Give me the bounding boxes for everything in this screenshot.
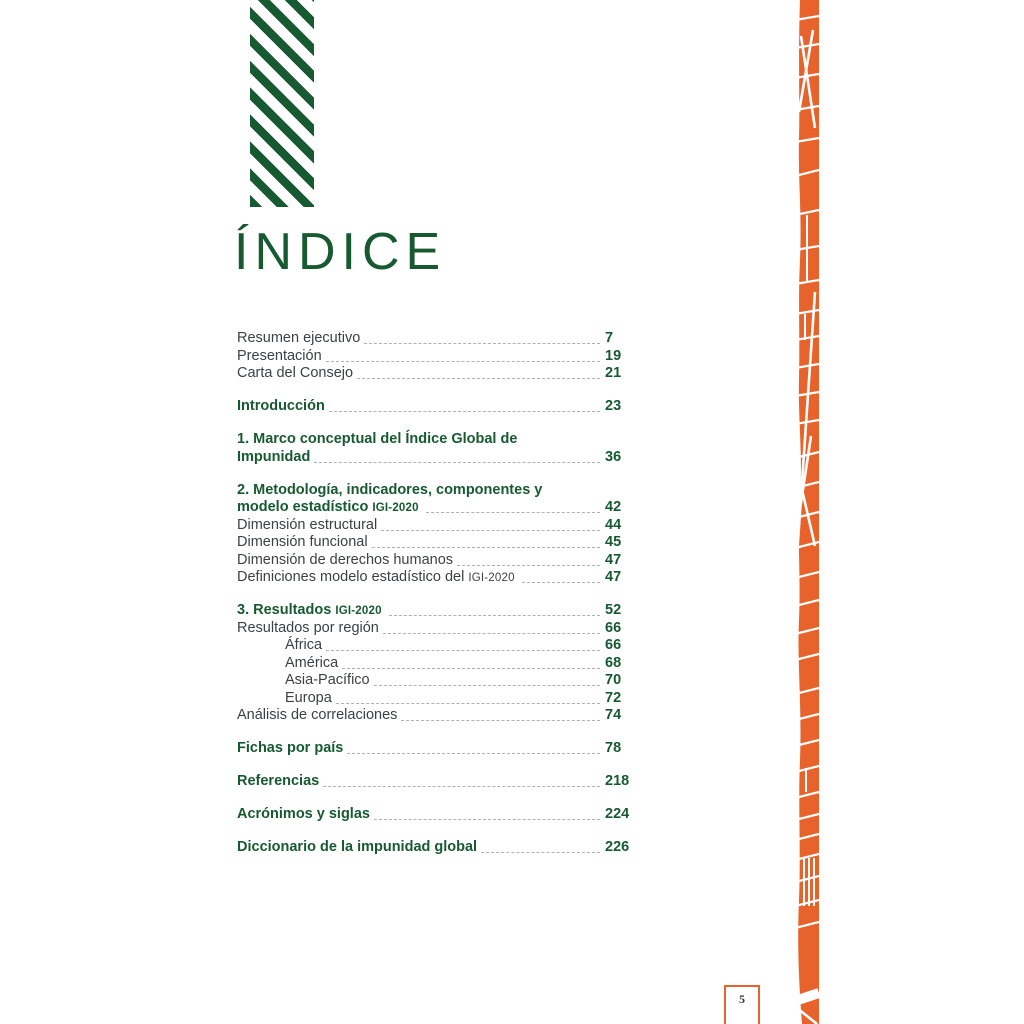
toc-page-number: 74 [605,707,622,723]
toc-leader [374,672,600,686]
toc-leader [481,839,600,853]
toc-entry[interactable] [237,482,635,517]
toc-page-number: 21 [605,365,622,381]
toc-entry[interactable] [237,655,635,673]
toc-entry[interactable] [237,672,635,690]
toc-leader [314,449,600,463]
folio-page-number: 5 [739,992,745,1006]
toc-leader [381,517,600,531]
toc-entry-label: Europa [285,689,332,706]
toc-entry-label: Análisis de correlaciones [237,707,398,723]
toc-entry-label: Definiciones modelo estadístico del IGI-2020 [237,569,519,585]
toc-entry-label: Dimensión estructural [237,516,378,533]
toc-entry-label: 1. Marco conceptual del Índice Global de [237,431,518,447]
toc-entry-label: Diccionario de la impunidad global [237,839,478,855]
toc-leader [329,398,600,412]
toc-page-number: 19 [605,347,622,364]
toc-entry[interactable] [237,569,635,587]
toc [237,330,635,857]
toc-leader [457,552,600,566]
toc-page-number: 66 [605,637,622,653]
toc-page-number: 52 [605,602,622,618]
toc-page-number: 47 [605,551,622,568]
toc-page-number: 7 [605,330,614,346]
toc-leader [389,602,600,616]
toc-entry[interactable] [237,431,635,466]
toc-entry[interactable] [237,534,635,552]
toc-entry[interactable] [237,707,635,725]
toc-page-number: 47 [605,569,622,585]
toc-entry[interactable] [237,773,635,791]
toc-leader [364,330,600,344]
toc-entry[interactable] [237,602,635,620]
toc-leader [383,620,600,634]
toc-leader [323,773,600,787]
toc-entry-label: Asia-Pacífico [285,672,370,688]
toc-entry-label: modelo estadístico IGI-2020 [237,499,423,515]
toc-entry-label: Fichas por país [237,740,344,756]
toc-entry-label: Introducción [237,398,325,414]
toc-entry[interactable] [237,740,635,758]
toc-page-number: 224 [605,806,630,822]
toc-page-number: 23 [605,398,622,414]
toc-page-number: 45 [605,534,622,550]
toc-entry-label: Resultados por región [237,619,379,636]
toc-leader [326,637,600,651]
toc-entry-label: Carta del Consejo [237,365,354,381]
toc-entry[interactable] [237,839,635,857]
toc-entry-label: Dimensión funcional [237,534,368,550]
toc-entry-label: 2. Metodología, indicadores, componentes y [237,481,543,498]
toc-entry[interactable] [237,620,635,638]
toc-page-number: 44 [605,516,622,533]
diagonal-stripes-logo [250,0,314,207]
toc-entry-label: 3. Resultados IGI-2020 [237,602,386,618]
toc-leader [374,806,600,820]
toc-entry[interactable] [237,398,635,416]
toc-page-number: 218 [605,773,630,789]
toc-entry-label: Resumen ejecutivo [237,330,361,346]
toc-page-number: 72 [605,689,622,706]
folio-box [724,985,760,1024]
toc-entry-label: Acrónimos y siglas [237,806,370,822]
toc-leader [342,655,600,669]
toc-entry[interactable] [237,637,635,655]
toc-page-number: 68 [605,654,622,671]
toc-entry[interactable] [237,348,635,366]
toc-entry[interactable] [237,806,635,824]
toc-entry[interactable] [237,690,635,708]
city-map-strip-art [795,0,819,1024]
city-map-strip-decoration [795,0,819,1024]
toc-page-number: 66 [605,619,622,636]
toc-entry-label: América [285,654,339,671]
toc-page-number: 42 [605,499,622,515]
toc-page-number: 78 [605,740,622,756]
toc-leader [336,690,600,704]
toc-entry[interactable] [237,365,635,383]
toc-entry[interactable] [237,517,635,535]
toc-page-number: 70 [605,672,622,688]
toc-leader [426,499,600,513]
toc-leader [357,365,600,379]
toc-entry-label: Presentación [237,347,322,364]
toc-leader [522,569,600,583]
toc-leader [372,534,600,548]
toc-page-number: 226 [605,839,630,855]
toc-entry-label: Referencias [237,773,320,789]
toc-leader [401,707,600,721]
toc-entry[interactable] [237,552,635,570]
page-title: ÍNDICE [234,223,447,281]
toc-entry-label: África [285,637,323,653]
toc-leader [326,348,600,362]
toc-leader [347,740,600,754]
toc-entry-label: Dimensión de derechos humanos [237,551,454,568]
toc-entry[interactable] [237,330,635,348]
toc-entry-label: Impunidad [237,448,311,465]
toc-page-number: 36 [605,448,622,465]
